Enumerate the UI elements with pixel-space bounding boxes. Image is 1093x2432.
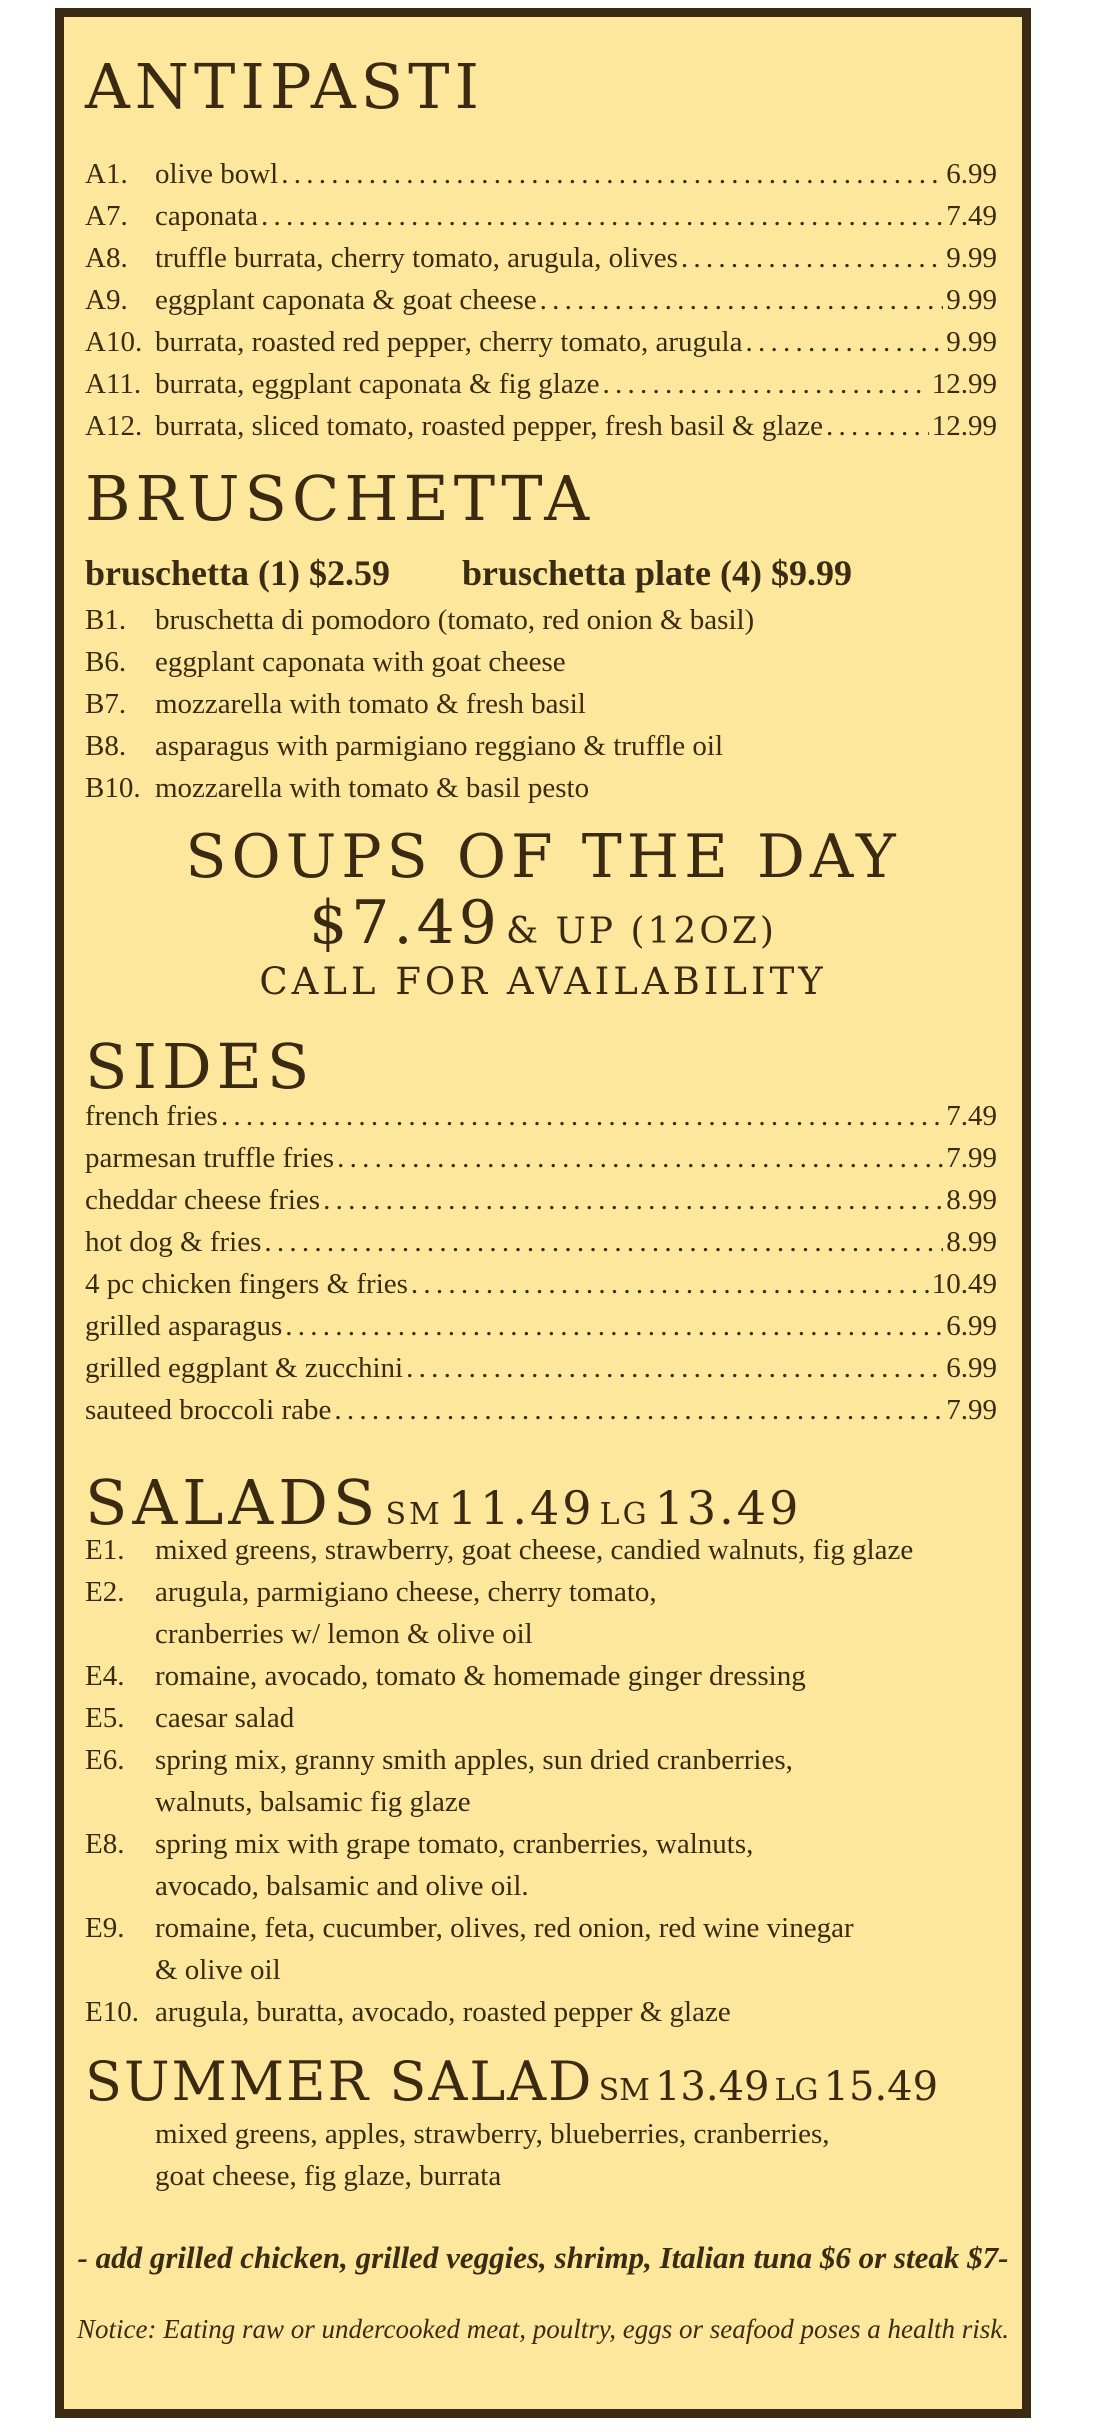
item-continuation: cranberries w/ lemon & olive oil <box>155 1618 533 1650</box>
menu-item <box>85 1184 997 1224</box>
item-name: grilled eggplant & zucchini <box>85 1352 404 1384</box>
menu-item <box>85 1996 731 2029</box>
item-code: A1. <box>85 158 128 190</box>
item-name: mozzarella with tomato & basil pesto <box>155 772 590 804</box>
item-name: spring mix, granny smith apples, sun dried cranberries, <box>155 1744 793 1776</box>
bruschetta-heading: BRUSCHETTA <box>85 462 594 535</box>
menu-item <box>85 284 997 324</box>
menu-item <box>85 410 997 450</box>
item-continuation: avocado, balsamic and olive oil. <box>155 1870 529 1902</box>
item-name: mozzarella with tomato & fresh basil <box>155 688 586 720</box>
leader-dots <box>285 1310 943 1343</box>
item-name: spring mix with grape tomato, cranberries, walnuts, <box>155 1828 754 1860</box>
menu-item <box>85 1310 997 1350</box>
item-code: B8. <box>85 730 127 762</box>
item-code: A10. <box>85 326 143 358</box>
summer-salad-lg-label: LG <box>774 2073 819 2108</box>
menu-item <box>85 242 997 282</box>
item-name: cheddar cheese fries <box>85 1184 321 1216</box>
item-name: burrata, sliced tomato, roasted pepper, fresh basil & glaze <box>155 410 824 442</box>
item-price: 7.99 <box>946 1142 997 1174</box>
item-code: A7. <box>85 200 128 232</box>
item-name: grilled asparagus <box>85 1310 283 1342</box>
item-price: 12.99 <box>931 368 997 400</box>
item-name: bruschetta di pomodoro (tomato, red onion & basil) <box>155 604 755 636</box>
menu-item <box>85 688 586 721</box>
item-name: mixed greens, strawberry, goat cheese, candied walnuts, fig glaze <box>155 1534 914 1566</box>
menu-item <box>85 158 997 198</box>
salads-heading-line <box>85 1466 801 1539</box>
menu-item <box>85 1142 997 1182</box>
menu-item <box>85 1660 806 1693</box>
leader-dots <box>826 410 929 443</box>
leader-dots <box>323 1184 943 1217</box>
menu-item <box>85 1912 854 1945</box>
item-code: B1. <box>85 604 127 636</box>
leader-dots <box>602 368 928 401</box>
item-name: 4 pc chicken fingers & fries <box>85 1268 408 1300</box>
leader-dots <box>334 1394 943 1427</box>
menu-item <box>85 1576 657 1609</box>
menu-item <box>85 326 997 366</box>
leader-dots <box>221 1100 943 1133</box>
item-name: burrata, roasted red pepper, cherry tomato, arugula <box>155 326 743 358</box>
item-name: parmesan truffle fries <box>85 1142 335 1174</box>
leader-dots <box>406 1352 943 1385</box>
salads-sm-label: SM <box>385 1497 443 1532</box>
leader-dots <box>411 1268 929 1301</box>
leader-dots <box>281 158 943 191</box>
item-code: E6. <box>85 1744 125 1776</box>
item-name: arugula, buratta, avocado, roasted pepper & glaze <box>155 1996 731 2028</box>
menu-item <box>85 646 566 679</box>
item-name: eggplant caponata & goat cheese <box>155 284 537 316</box>
item-price: 6.99 <box>946 1310 997 1342</box>
item-code: A12. <box>85 410 143 442</box>
soups-price-line <box>55 888 1031 958</box>
menu-item <box>85 1352 997 1392</box>
item-name: sauteed broccoli rabe <box>85 1394 332 1426</box>
bruschetta-single-price: bruschetta (1) $2.59 <box>85 553 390 593</box>
leader-dots <box>681 242 943 275</box>
item-price: 10.49 <box>931 1268 997 1300</box>
menu-item <box>85 1268 997 1308</box>
salads-heading: SALADS <box>85 1466 381 1539</box>
antipasti-heading: ANTIPASTI <box>85 50 484 123</box>
menu-item <box>85 772 589 805</box>
menu-item <box>85 200 997 240</box>
item-name: eggplant caponata with goat cheese <box>155 646 566 678</box>
item-price: 8.99 <box>946 1226 997 1258</box>
item-name: french fries <box>85 1100 218 1132</box>
item-price: 12.99 <box>931 410 997 442</box>
item-name: burrata, eggplant caponata & fig glaze <box>155 368 600 400</box>
leader-dots <box>337 1142 943 1175</box>
item-code: E8. <box>85 1828 125 1860</box>
item-code: E5. <box>85 1702 125 1734</box>
item-continuation: walnuts, balsamic fig glaze <box>155 1786 471 1818</box>
item-code: B10. <box>85 772 141 804</box>
soups-availability: CALL FOR AVAILABILITY <box>259 960 827 1003</box>
item-price: 8.99 <box>946 1184 997 1216</box>
leader-dots <box>540 284 944 317</box>
item-name: romaine, avocado, tomato & homemade ginger dressing <box>155 1660 806 1692</box>
menu-item <box>85 368 997 408</box>
soups-price-note: & UP (12OZ) <box>505 911 777 952</box>
item-name: truffle burrata, cherry tomato, arugula, olives <box>155 242 678 274</box>
salads-sm-price: 11.49 <box>447 1481 595 1535</box>
addons-note: - add grilled chicken, grilled veggies, shrimp, Italian tuna $6 or steak $7- <box>77 2240 1009 2275</box>
health-notice: Notice: Eating raw or undercooked meat, poultry, eggs or seafood poses a health risk. <box>77 2314 1009 2344</box>
item-price: 6.99 <box>946 1352 997 1384</box>
item-price: 7.49 <box>946 1100 997 1132</box>
item-price: 9.99 <box>946 284 997 316</box>
menu-item <box>85 604 754 637</box>
menu-item <box>85 1100 997 1140</box>
item-price: 9.99 <box>946 326 997 358</box>
summer-salad-heading: SUMMER SALAD <box>85 2050 594 2113</box>
item-code: E2. <box>85 1576 125 1608</box>
item-code: A8. <box>85 242 128 274</box>
soups-price: $7.49 <box>309 888 501 958</box>
menu-item <box>85 1394 997 1434</box>
item-name: caesar salad <box>155 1702 295 1734</box>
item-code: E4. <box>85 1660 125 1692</box>
menu-item <box>85 1534 913 1567</box>
menu-item <box>85 1226 997 1266</box>
sides-heading: SIDES <box>85 1030 315 1103</box>
item-price: 6.99 <box>946 158 997 190</box>
summer-salad-lg-price: 15.49 <box>823 2064 939 2110</box>
item-name: romaine, feta, cucumber, olives, red onion, red wine vinegar <box>155 1912 854 1944</box>
bruschetta-plate-price: bruschetta plate (4) $9.99 <box>462 553 852 593</box>
salads-lg-price: 13.49 <box>654 1481 802 1535</box>
summer-salad-sm-label: SM <box>598 2073 650 2108</box>
menu-item <box>85 1744 793 1777</box>
item-code: A9. <box>85 284 128 316</box>
summer-salad-sm-price: 13.49 <box>654 2064 770 2110</box>
item-price: 9.99 <box>946 242 997 274</box>
summer-salad-description: mixed greens, apples, strawberry, blueberries, cranberries, <box>155 2118 830 2150</box>
item-name: caponata <box>155 200 259 232</box>
salads-lg-label: LG <box>599 1497 650 1532</box>
item-code: B7. <box>85 688 127 720</box>
item-price: 7.99 <box>946 1394 997 1426</box>
item-continuation: & olive oil <box>155 1954 281 1986</box>
item-name: arugula, parmigiano cheese, cherry tomato, <box>155 1576 657 1608</box>
item-code: E10. <box>85 1996 139 2028</box>
item-price: 7.49 <box>946 200 997 232</box>
item-name: olive bowl <box>155 158 279 190</box>
menu-item <box>85 1702 294 1735</box>
leader-dots <box>261 200 943 233</box>
menu-item <box>85 730 723 763</box>
item-name: asparagus with parmigiano reggiano & truffle oil <box>155 730 724 762</box>
leader-dots <box>264 1226 943 1259</box>
soups-heading: SOUPS OF THE DAY <box>185 822 901 892</box>
item-code: A11. <box>85 368 142 400</box>
leader-dots <box>745 326 943 359</box>
item-code: E1. <box>85 1534 125 1566</box>
summer-salad-heading-line <box>85 2050 938 2113</box>
item-code: E9. <box>85 1912 125 1944</box>
item-name: hot dog & fries <box>85 1226 262 1258</box>
menu-item <box>85 1828 753 1861</box>
item-code: B6. <box>85 646 127 678</box>
summer-salad-description: goat cheese, fig glaze, burrata <box>155 2160 502 2192</box>
